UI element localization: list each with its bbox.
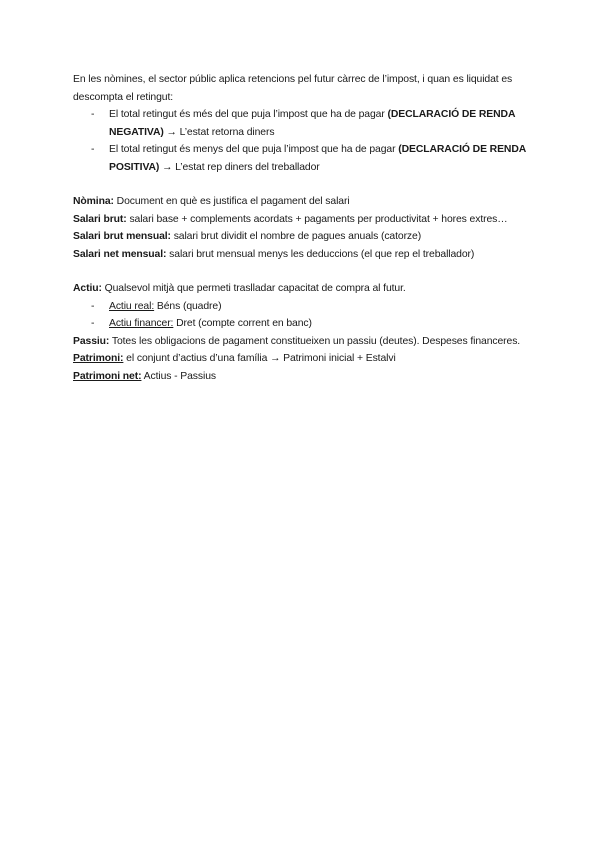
paragraph-gap xyxy=(73,263,533,280)
definition-salari-brut-mensual xyxy=(73,228,533,246)
definition-patrimoni xyxy=(73,350,533,368)
retention-outcome: → L’estat retorna diners xyxy=(163,126,275,138)
paragraph-gap xyxy=(73,176,533,193)
definition-actiu xyxy=(73,280,533,298)
definition-nomina xyxy=(73,193,533,211)
dash-bullet: - xyxy=(91,318,95,329)
definition-text: Document en què es justifica el pagament del salari xyxy=(113,196,350,207)
definition-salari-net-mensual xyxy=(73,246,533,264)
list-item xyxy=(73,315,533,333)
definition-text: Qualsevol mitjà que permeti traslladar capacitat de compra al futur. xyxy=(101,283,406,294)
retention-text: El total retingut és més del que puja l’impost que ha de pagar xyxy=(109,109,388,120)
intro-paragraph: En les nòmines, el sector públic aplica retencions pel futur càrrec de l’impost, i quan es liquidat es descompta el retingut: xyxy=(73,74,513,103)
actiu-type-label: Actiu real: xyxy=(109,300,155,312)
list-item xyxy=(73,141,533,176)
definition-text: salari brut mensual menys les deduccions (el que rep el treballador) xyxy=(166,248,475,260)
dash-bullet: - xyxy=(91,144,95,155)
definition-term: Salari brut mensual: xyxy=(73,231,171,242)
definition-text: Actius - Passius xyxy=(141,370,216,382)
dash-bullet: - xyxy=(91,300,95,312)
definition-term: Actiu: xyxy=(73,283,102,294)
definition-term: Patrimoni: xyxy=(73,353,124,364)
retention-text: El total retingut és menys del que puja l’impost que ha de pagar xyxy=(109,144,399,155)
retention-declaration: (DECLARACIÓ DE RENDA NEGATIVA) xyxy=(109,109,515,138)
definition-term: Nòmina: xyxy=(73,196,114,207)
retention-outcome: → L’estat rep diners del treballador xyxy=(159,161,320,173)
actiu-type-text: Béns (quadre) xyxy=(154,300,222,312)
definition-patrimoni-net xyxy=(73,368,533,386)
actiu-type-label: Actiu financer: xyxy=(109,318,174,329)
definition-text: salari brut dividit el nombre de pagues anuals (catorze) xyxy=(170,231,422,242)
dash-bullet: - xyxy=(91,109,95,120)
definition-text: el conjunt d’actius d’una família → Patrimoni inicial + Estalvi xyxy=(123,353,396,364)
definition-term: Salari brut: xyxy=(73,213,127,225)
definition-term: Patrimoni net: xyxy=(73,370,142,382)
retention-list xyxy=(73,106,533,176)
definition-text: Totes les obligacions de pagament constitueixen un passiu (deutes). Despeses financeres. xyxy=(109,335,521,347)
list-item xyxy=(73,298,533,316)
actiu-list xyxy=(73,298,533,333)
definition-passiu xyxy=(73,333,533,351)
definition-term: Passiu: xyxy=(73,335,110,347)
definition-term: Salari net mensual: xyxy=(73,248,167,260)
definition-text: salari base + complements acordats + pagaments per productivitat + hores extres… xyxy=(126,213,508,225)
document-body xyxy=(73,71,533,385)
retention-declaration: (DECLARACIÓ DE RENDA POSITIVA) xyxy=(109,144,526,173)
definition-salari-brut xyxy=(73,211,533,229)
actiu-type-text: Dret (compte corrent en banc) xyxy=(173,318,312,329)
list-item xyxy=(73,106,533,141)
